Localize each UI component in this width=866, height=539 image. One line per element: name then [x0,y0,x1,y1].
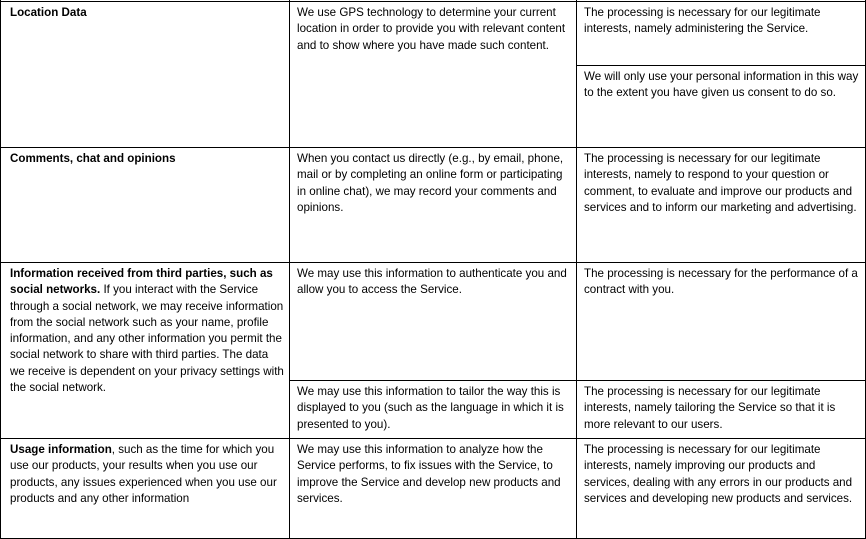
category-description: , such as the time for which you use our products, your results when you use our products, any issues experienced when you use our products and any other information [10,443,277,505]
purpose-text: We may use this information to authenticate you and allow you to access the Service. [297,267,567,297]
row-third-party-basis-2 [577,381,865,438]
row-usage-basis [577,439,865,538]
row-comments-category [1,148,289,262]
purpose-text: When you contact us directly (e.g., by email, phone, mail or by completing an online form or participating in online chat), we may record your comments and opinions. [297,152,564,214]
row-location-basis-2 [577,66,865,147]
legal-basis-text: The processing is necessary for our legitimate interests, namely improving our products and services, dealing with any errors in our products and services and developing new products and services. [584,443,853,505]
category-title: Information received from third parties, such as social networks. [10,267,273,297]
sub-row-divider [576,65,866,66]
legal-basis-text: The processing is necessary for our legitimate interests, namely to respond to your question or comment, to evaluate and improve our products and services and to inform our marketing and advertising. [584,152,857,214]
legal-basis-text: The processing is necessary for our legitimate interests, namely administering the Service. [584,6,821,36]
column-divider [576,0,577,539]
category-description: If you interact with the Service through a social network, we may receive information from the social network such as your name, profile information, and any other information you permit the social network to share with third parties. The data we receive is dependent on your privacy settings with the social network. [10,283,284,395]
category-title: Usage information [10,443,112,456]
category-title: Location Data [10,6,87,19]
row-third-party-purpose-2 [290,381,576,438]
category-title: Comments, chat and opinions [10,152,176,165]
column-divider [289,0,290,539]
row-comments-basis [577,148,865,262]
row-third-party-category [1,263,289,438]
row-divider [0,147,866,148]
purpose-text: We may use this information to tailor the way this is displayed to you (such as the language in which it is presented to you). [297,385,564,431]
legal-basis-text: The processing is necessary for our legitimate interests, namely tailoring the Service so that it is more relevant to our users. [584,385,836,431]
row-location-purpose [290,2,576,147]
sub-row-divider [289,380,866,381]
row-usage-purpose [290,439,576,538]
row-third-party-basis-1 [577,263,865,380]
purpose-text: We may use this information to analyze how the Service performs, to fix issues with the Service, to improve the Service and develop new products and services. [297,443,561,505]
row-divider [0,438,866,439]
table-border-left [0,0,1,539]
legal-basis-text: We will only use your personal information in this way to the extent you have given us consent to do so. [584,70,859,100]
row-usage-category [1,439,289,538]
legal-basis-text: The processing is necessary for the performance of a contract with you. [584,267,858,297]
row-location-category [1,2,289,147]
table-border-top [0,1,866,2]
row-divider [0,262,866,263]
row-location-basis-1 [577,2,865,66]
purpose-text: We use GPS technology to determine your current location in order to provide you with relevant content and to show where you have made such content. [297,6,566,52]
row-comments-purpose [290,148,576,262]
row-third-party-purpose-1 [290,263,576,380]
